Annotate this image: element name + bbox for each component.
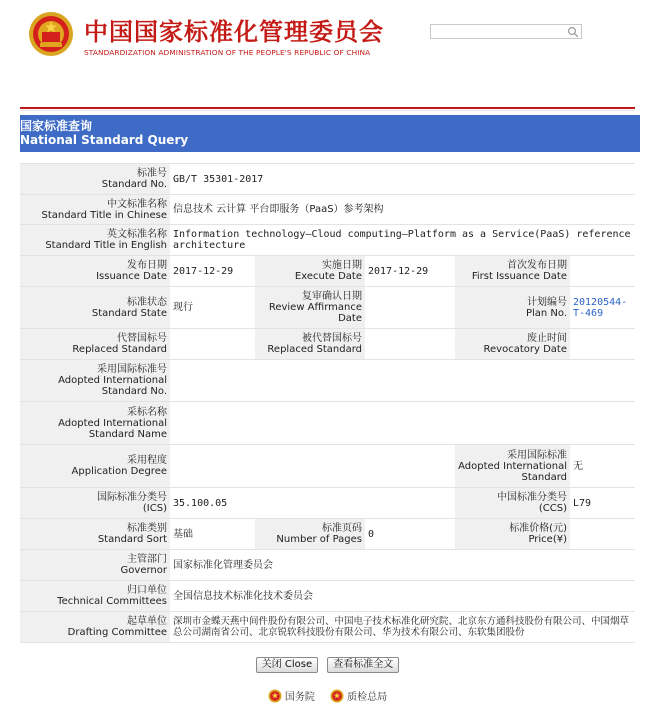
row-dates	[20, 256, 635, 287]
close-button[interactable]: 关闭 Close	[256, 657, 318, 673]
footer-link2-label: 质检总局	[347, 692, 388, 703]
value-price	[570, 519, 635, 550]
national-emblem-icon	[27, 10, 75, 58]
page-title-en: National Standard Query	[20, 133, 189, 147]
value-standard-no: GB/T 35301-2017	[170, 164, 635, 195]
org-name-cn: 中国国家标准化管理委员会	[84, 18, 384, 46]
row-governor	[20, 550, 635, 581]
search-input[interactable]	[431, 31, 567, 44]
value-first-issuance	[570, 256, 635, 287]
value-adopted-standard: 无	[570, 445, 635, 488]
standard-detail-table	[20, 163, 635, 643]
label-governor: 主管部门 Governor	[20, 550, 170, 581]
label-ics: 国际标准分类号 (ICS)	[20, 488, 170, 519]
label-adopted-no: 采用国际标准号 Adopted International Standard No.	[20, 360, 170, 402]
label-review-date: 复审确认日期 Review Affirmance Date	[255, 287, 365, 329]
header-divider-shadow	[20, 110, 635, 111]
state-council-emblem-icon	[268, 689, 282, 703]
label-number-of-pages: 标准页码 Number of Pages	[255, 519, 365, 550]
label-drafting-committee: 起草单位 Drafting Committee	[20, 612, 170, 643]
label-standard-no: 标准号 Standard No.	[20, 164, 170, 195]
value-ics: 35.100.05	[170, 488, 455, 519]
label-title-en: 英文标准名称 Standard Title in English	[20, 225, 170, 256]
row-title-cn	[20, 195, 635, 225]
value-plan-no	[570, 287, 635, 329]
label-standard-state: 标准状态 Standard State	[20, 287, 170, 329]
label-execute-date: 实施日期 Execute Date	[255, 256, 365, 287]
row-classification	[20, 488, 635, 519]
value-replaced-by	[365, 329, 455, 360]
value-application-degree	[170, 445, 455, 488]
value-drafting-committee: 深圳市金蝶天燕中间件股份有限公司、中国电子技术标准化研究院、北京东方通科技股份有限公司、中国烟草总公司湖南省公司、北京锐软科技股份有限公司、华为技术有限公司、东软集团股份	[170, 612, 635, 643]
aqsiq-emblem-icon	[330, 689, 344, 703]
value-title-cn: 信息技术 云计算 平台即服务（PaaS）参考架构	[170, 195, 635, 225]
value-issuance-date: 2017-12-29	[170, 256, 255, 287]
value-ccs: L79	[570, 488, 635, 519]
label-adopted-standard: 采用国际标准 Adopted International Standard	[455, 445, 570, 488]
row-adopted-name	[20, 402, 635, 445]
row-title-en	[20, 225, 635, 256]
label-title-cn: 中文标准名称 Standard Title in Chinese	[20, 195, 170, 225]
view-full-text-button[interactable]: 查看标准全文	[327, 657, 399, 673]
label-replaced-standard: 代替国标号 Replaced Standard	[20, 329, 170, 360]
row-adopted-no	[20, 360, 635, 402]
footer-link-aqsiq[interactable]	[330, 688, 387, 703]
label-replaced-by: 被代替国标号 Replaced Standard	[255, 329, 365, 360]
value-technical-committees: 全国信息技术标准化技术委员会	[170, 581, 635, 612]
row-sort	[20, 519, 635, 550]
label-issuance-date: 发布日期 Issuance Date	[20, 256, 170, 287]
value-execute-date: 2017-12-29	[365, 256, 455, 287]
row-drafting-committee	[20, 612, 635, 643]
search-box	[430, 24, 582, 39]
page-title-bar	[20, 115, 640, 152]
value-governor: 国家标准化管理委员会	[170, 550, 635, 581]
page-title-cn: 国家标准查询	[20, 119, 93, 133]
site-header	[0, 0, 655, 100]
header-divider	[20, 107, 635, 109]
row-standard-no	[20, 164, 635, 195]
label-application-degree: 采用程度 Application Degree	[20, 445, 170, 488]
search-icon[interactable]	[567, 26, 579, 38]
plan-no-link[interactable]: 20120544-T-469	[573, 296, 628, 319]
label-first-issuance: 首次发布日期 First Issuance Date	[455, 256, 570, 287]
label-revocatory-date: 废止时间 Revocatory Date	[455, 329, 570, 360]
row-application-degree	[20, 445, 635, 488]
action-buttons	[0, 652, 655, 673]
value-revocatory-date	[570, 329, 635, 360]
value-standard-sort: 基础	[170, 519, 255, 550]
label-plan-no: 计划编号 Plan No.	[455, 287, 570, 329]
label-price: 标准价格(元) Price(¥)	[455, 519, 570, 550]
footer-link-state-council[interactable]	[268, 688, 315, 703]
label-standard-sort: 标准类别 Standard Sort	[20, 519, 170, 550]
row-technical-committees	[20, 581, 635, 612]
value-number-of-pages: 0	[365, 519, 455, 550]
footer-links	[0, 688, 655, 703]
row-state	[20, 287, 635, 329]
label-ccs: 中国标准分类号 (CCS)	[455, 488, 570, 519]
value-adopted-name	[170, 402, 635, 445]
footer-link1-label: 国务院	[284, 692, 315, 703]
value-replaced-standard	[170, 329, 255, 360]
value-review-date	[365, 287, 455, 329]
label-adopted-name: 采标名称 Adopted International Standard Name	[20, 402, 170, 445]
value-standard-state: 现行	[170, 287, 255, 329]
row-replaced	[20, 329, 635, 360]
value-adopted-no	[170, 360, 635, 402]
label-technical-committees: 归口单位 Technical Committees	[20, 581, 170, 612]
value-title-en: Information technology—Cloud computing—Platform as a Service(PaaS) reference architecture	[170, 225, 635, 256]
org-name-en: STANDARDIZATION ADMINISTRATION OF THE PEOPLE'S REPUBLIC OF CHINA	[84, 48, 371, 57]
